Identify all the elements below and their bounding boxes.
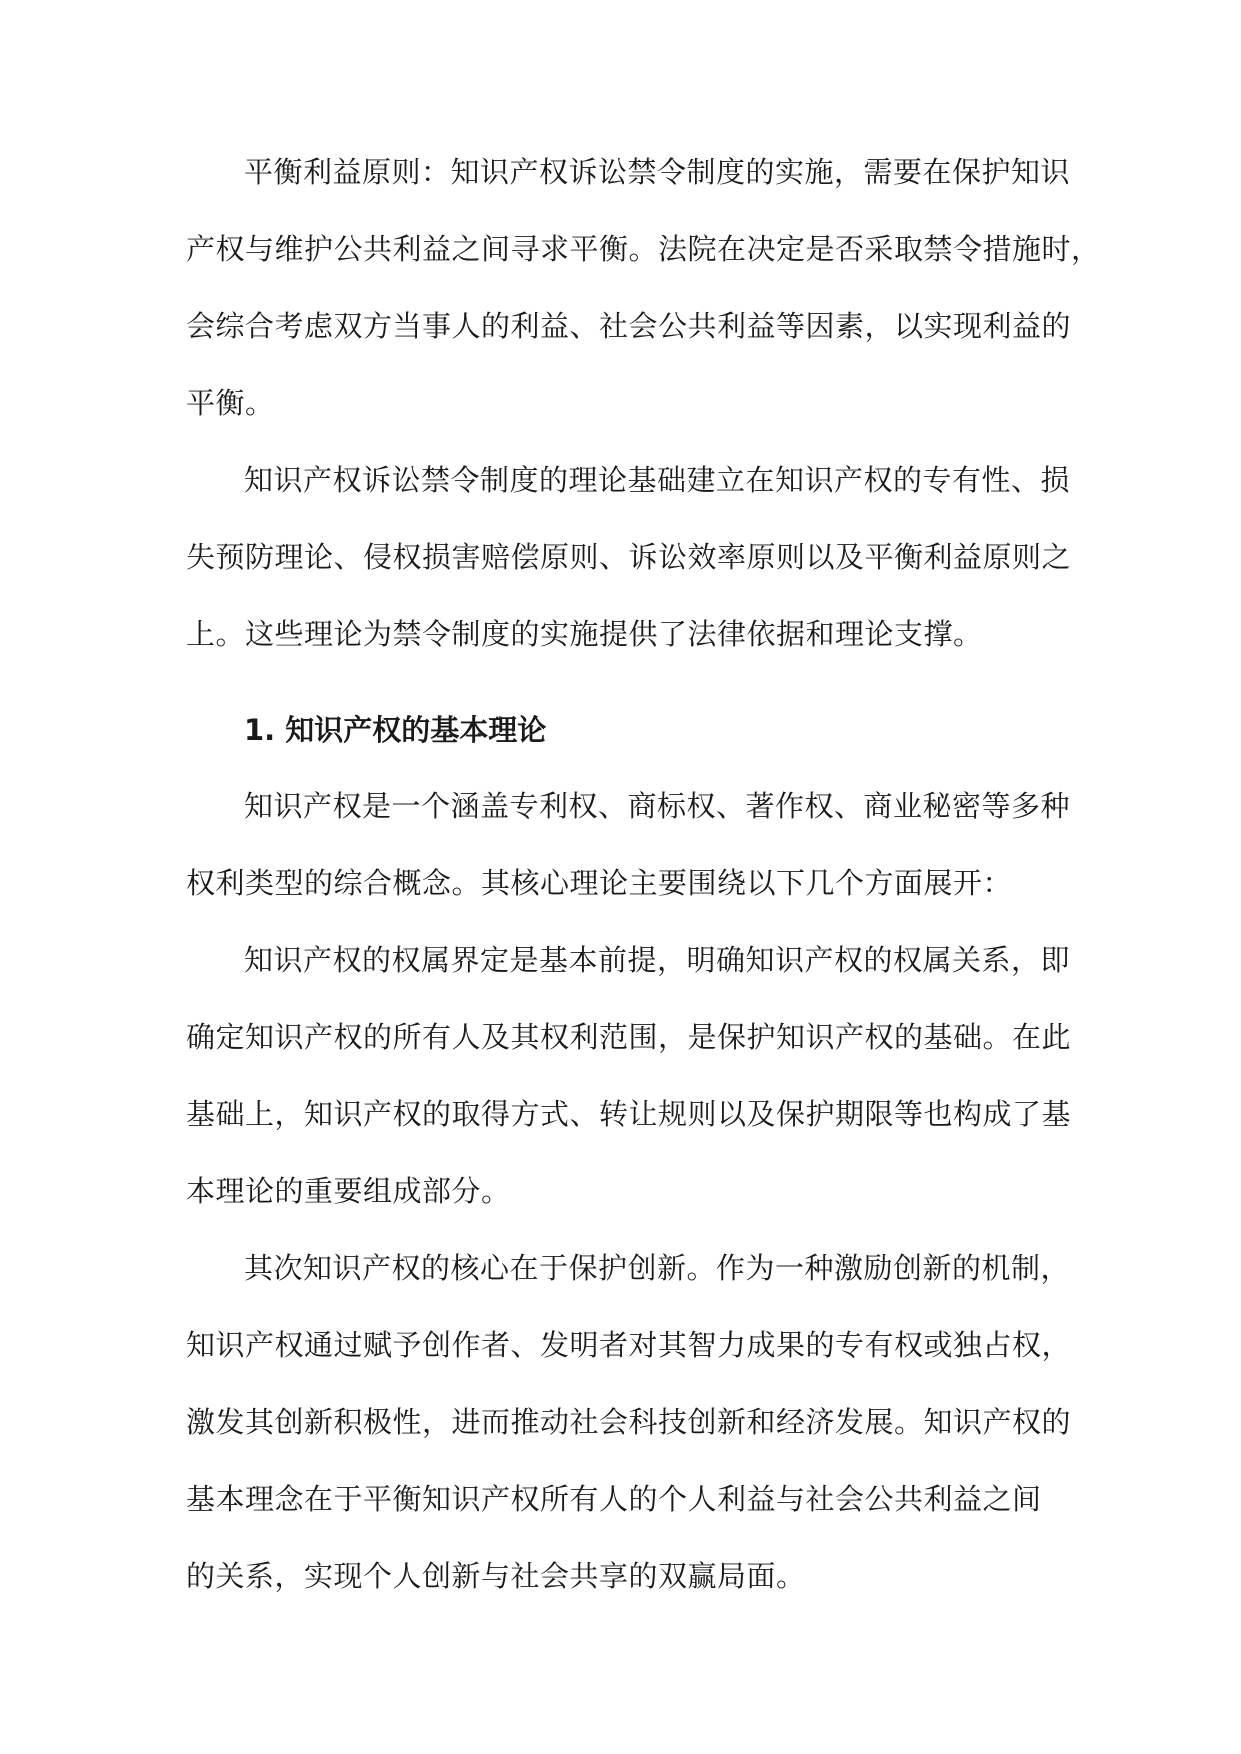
paragraph-line: 产权与维护公共利益之间寻求平衡。法院在决定是否采取禁令措施时， [186, 232, 1101, 266]
paragraph-line: 会综合考虑双方当事人的利益、社会公共利益等因素，以实现利益的 [186, 309, 1072, 343]
paragraph-line: 激发其创新积极性，进而推动社会科技创新和经济发展。知识产权的 [186, 1405, 1072, 1439]
paragraph-line: 知识产权通过赋予创作者、发明者对其智力成果的专有权或独占权， [186, 1328, 1072, 1362]
section-heading: 1. 知识产权的基本理论 [244, 713, 547, 747]
paragraph-line: 权利类型的综合概念。其核心理论主要围绕以下几个方面展开： [186, 866, 1013, 900]
paragraph-line: 知识产权是一个涵盖专利权、商标权、著作权、商业秘密等多种 [244, 789, 1071, 823]
paragraph-line: 知识产权诉讼禁令制度的理论基础建立在知识产权的专有性、损 [244, 463, 1071, 497]
paragraph-line: 上。这些理论为禁令制度的实施提供了法律依据和理论支撑。 [186, 617, 983, 651]
paragraph-line: 其次知识产权的核心在于保护创新。作为一种激励创新的机制， [244, 1251, 1071, 1285]
paragraph-line: 确定知识产权的所有人及其权利范围，是保护知识产权的基础。在此 [186, 1020, 1072, 1054]
paragraph-line: 失预防理论、侵权损害赔偿原则、诉讼效率原则以及平衡利益原则之 [186, 540, 1072, 574]
paragraph-line: 本理论的重要组成部分。 [186, 1174, 511, 1208]
paragraph-line: 知识产权的权属界定是基本前提，明确知识产权的权属关系，即 [244, 943, 1071, 977]
paragraph-line: 平衡利益原则：知识产权诉讼禁令制度的实施，需要在保护知识 [244, 155, 1071, 189]
paragraph-line: 的关系，实现个人创新与社会共享的双赢局面。 [186, 1559, 806, 1593]
paragraph-line: 平衡。 [186, 386, 275, 420]
paragraph-line: 基础上，知识产权的取得方式、转让规则以及保护期限等也构成了基 [186, 1097, 1072, 1131]
paragraph-line: 基本理念在于平衡知识产权所有人的个人利益与社会公共利益之间 [186, 1482, 1042, 1516]
